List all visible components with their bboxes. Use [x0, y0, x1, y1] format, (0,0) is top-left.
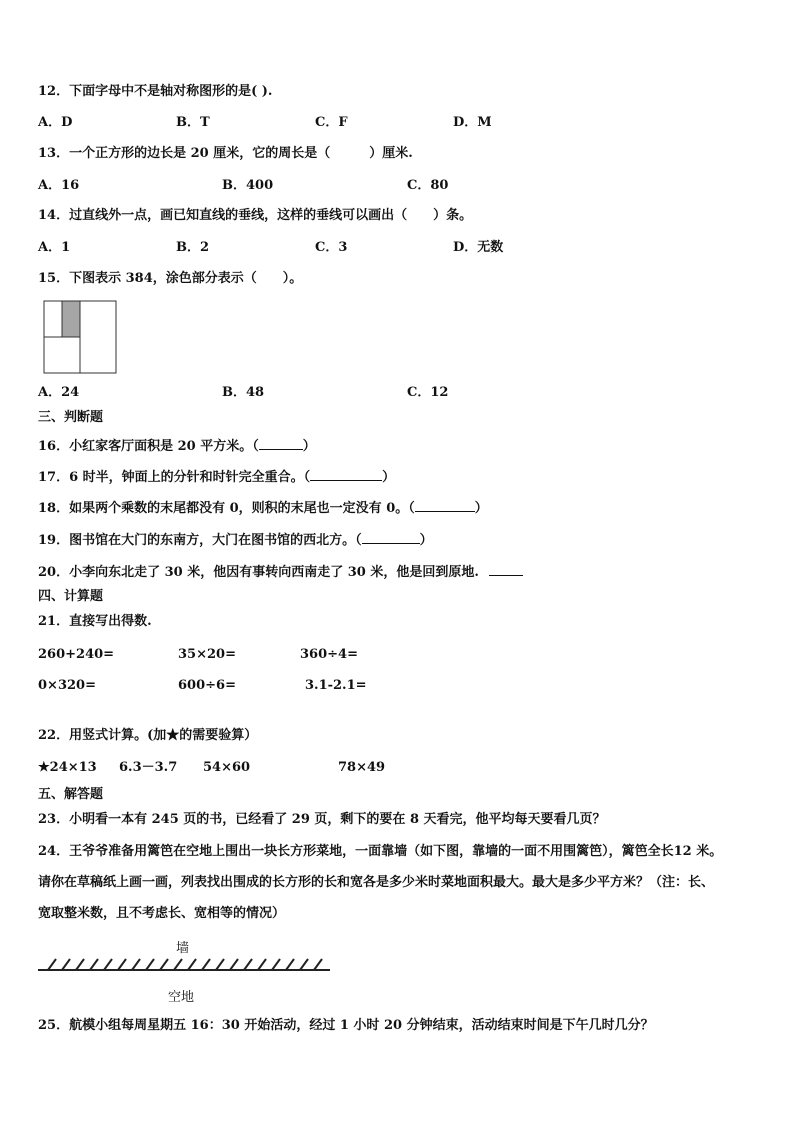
question-24-line-1: 24．王爷爷准备用篱笆在空地上围出一块长方形菜地，一面靠墙（如下图，靠墙的一面不用围篱笆），篱笆全长12 米。 [38, 844, 723, 859]
question-23: 23．小明看一本有 245 页的书，已经看了 29 页，剩下的要在 8 天看完，他平均每天要看几页？ [38, 812, 606, 827]
section-heading-calculation: 四、计算题 [38, 589, 104, 604]
q14-option-d: D．无数 [453, 240, 504, 255]
question-20-text: 20．小李向东北走了 30 米，他因有事转向西南走了 30 米，他是回到原地. [38, 565, 479, 580]
wall-label: 墙 [176, 941, 190, 956]
shaded-rectangle-figure [43, 300, 117, 374]
question-24-line-2: 请你在草稿纸上画一画，列表找出围成的长方形的长和宽各是多少米时菜地面积最大。最大是多少平方米？（注：长、 [38, 875, 715, 890]
calc-item: 35×20= [178, 647, 236, 662]
vertical-calc-item: 6.3－3.7 [119, 760, 178, 775]
answer-blank [489, 563, 523, 576]
question-18-close: ） [474, 501, 488, 516]
answer-blank [310, 468, 382, 481]
question-18 [38, 499, 488, 517]
answer-blank [259, 437, 303, 450]
question-18-text: 18．如果两个乘数的末尾都没有 0，则积的末尾也一定没有 0。（ [38, 501, 415, 516]
question-13: 13．一个正方形的边长是 20 厘米，它的周长是（ ）厘米. [38, 146, 413, 161]
section-heading-word-problems: 五、解答题 [38, 787, 104, 802]
calc-item: 600÷6= [178, 678, 236, 693]
question-16-close: ） [302, 439, 316, 454]
calc-item: 3.1-2.1= [305, 678, 367, 693]
calc-item: 0×320= [38, 678, 96, 693]
wall-hatch-icon [38, 956, 332, 972]
question-21: 21．直接写出得数. [38, 614, 152, 629]
q12-option-d: D．M [453, 115, 492, 130]
q14-option-a: A．1 [38, 240, 71, 255]
q12-option-c: C．F [315, 115, 348, 130]
q13-option-a: A．16 [38, 178, 80, 193]
vertical-calc-item: ★24×13 [38, 760, 97, 775]
q15-option-c: C．12 [407, 385, 449, 400]
q13-option-c: C．80 [407, 178, 449, 193]
question-24-line-3: 宽取整米数，且不考虑长、宽相等的情况） [38, 906, 286, 921]
question-17-close: ） [382, 470, 396, 485]
question-17 [38, 468, 395, 486]
q12-option-b: B．T [176, 115, 210, 130]
question-14: 14．过直线外一点，画已知直线的垂线，这样的垂线可以画出（ ）条。 [38, 208, 473, 223]
calc-item: 260+240= [38, 647, 115, 662]
section-heading-judgement: 三、判断题 [38, 410, 104, 425]
question-19-close: ） [419, 533, 433, 548]
answer-blank [415, 499, 475, 512]
q15-option-b: B．48 [222, 385, 265, 400]
question-15: 15．下图表示 384，涂色部分表示（ ）。 [38, 271, 303, 286]
q14-option-c: C．3 [315, 240, 348, 255]
question-12: 12．下面字母中不是轴对称图形的是( ). [38, 84, 273, 99]
question-22: 22．用竖式计算。(加★的需要验算） [38, 728, 258, 743]
question-17-text: 17．6 时半，钟面上的分针和时针完全重合。（ [38, 470, 311, 485]
vertical-calc-item: 54×60 [203, 760, 251, 775]
question-19-text: 19．图书馆在大门的东南方，大门在图书馆的西北方。（ [38, 533, 362, 548]
q14-option-b: B．2 [176, 240, 210, 255]
vertical-calc-item: 78×49 [338, 760, 386, 775]
question-25: 25．航模小组每周星期五 16：30 开始活动，经过 1 小时 20 分钟结束，活动结束时间是下午几时几分？ [38, 1018, 654, 1033]
answer-blank [362, 531, 420, 544]
question-20 [38, 563, 523, 581]
q12-option-a: A．D [38, 115, 73, 130]
question-19 [38, 531, 433, 549]
q15-option-a: A．24 [38, 385, 80, 400]
question-16 [38, 437, 316, 455]
question-16-text: 16．小红家客厅面积是 20 平方米。（ [38, 439, 259, 454]
open-ground-label: 空地 [168, 990, 195, 1005]
q13-option-b: B．400 [222, 178, 274, 193]
calc-item: 360÷4= [300, 647, 358, 662]
